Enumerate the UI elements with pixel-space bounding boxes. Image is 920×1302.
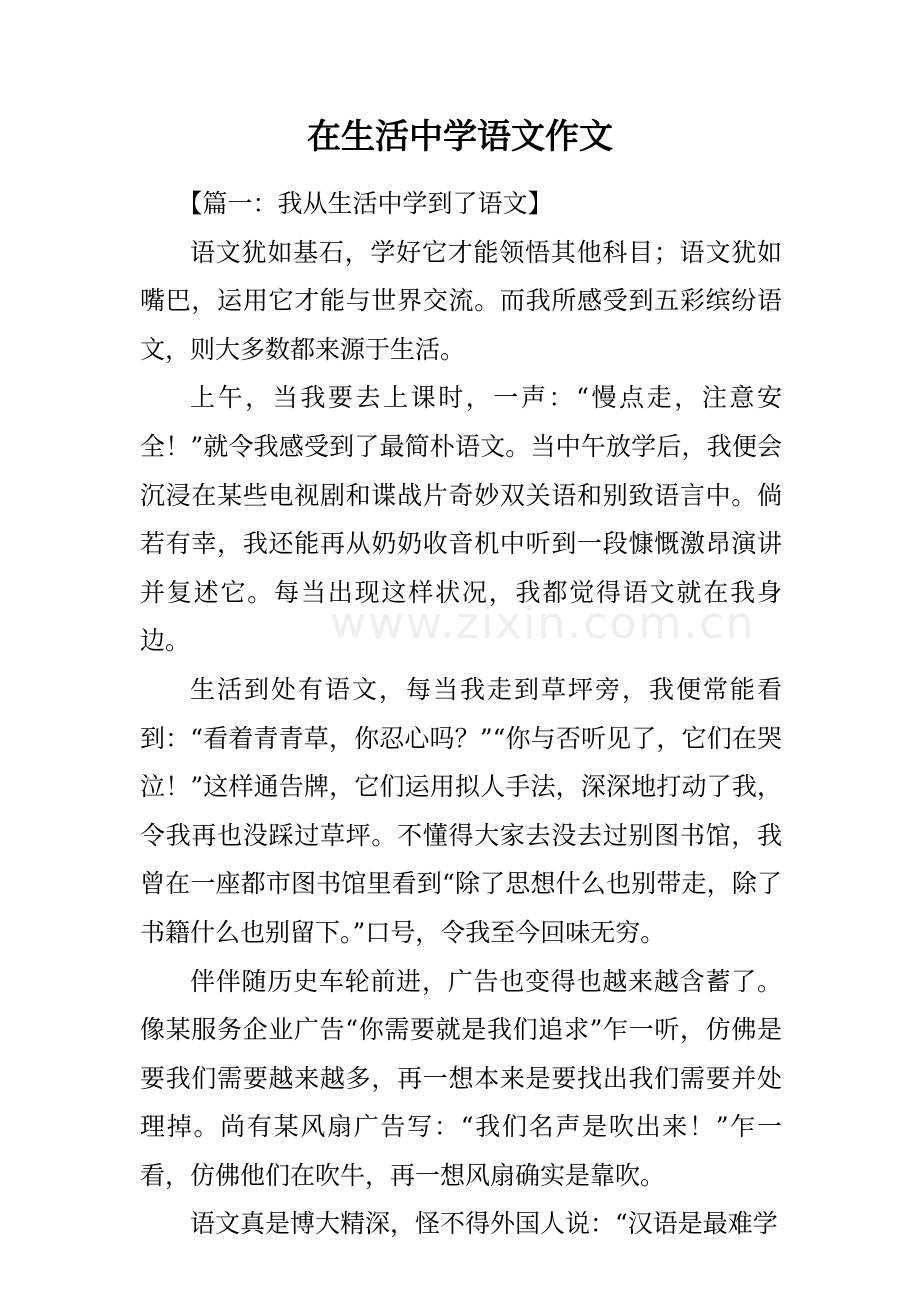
paragraph: 语文犹如基石，学好它才能领悟其他科目；语文犹如嘴巴，运用它才能与世界交流。而我所感受到五彩缤纷语文，则大多数都来源于生活。 [140,237,782,364]
paragraph: 生活到处有语文，每当我走到草坪旁，我便常能看到：“看着青青草，你忍心吗？”“你与否听见了，它们在哭泣！”这样通告牌，它们运用拟人手法，深深地打动了我，令我再也没踩过草坪。不懂得大家去没去过别图书馆，我曾在一座都市图书馆里看到“除了思想什么也别带走，除了书籍什么也别留下。”口号，令我至今回味无穷。 [140,674,782,947]
section-heading: 【篇一：我从生活中学到了语文】 [177,189,553,218]
paragraph: 上午，当我要去上课时，一声：“慢点走，注意安全！”就令我感受到了最简朴语文。当中午放学后，我便会沉浸在某些电视剧和谍战片奇妙双关语和别致语言中。倘若有幸，我还能再从奶奶收音机中听到一段慷慨激昂演讲并复述它。每当出现这样状况，我都觉得语文就在我身边。 [140,383,782,656]
page-title: 在生活中学语文作文 [307,117,613,157]
watermark: www.zixin.com.cn [330,598,756,649]
document-body [140,180,782,1249]
paragraph: 语文真是博大精深，怪不得外国人说：“汉语是最难学 [190,1209,778,1239]
paragraph: 伴伴随历史车轮前进，广告也变得也越来越含蓄了。像某服务企业广告“你需要就是我们追求”乍一听，仿佛是要我们需要越来越多，再一想本来是要找出我们需要并处理掉。尚有某风扇广告写：“我们名声是吹出来！”乍一看，仿佛他们在吹牛，再一想风扇确实是靠吹。 [140,966,782,1190]
